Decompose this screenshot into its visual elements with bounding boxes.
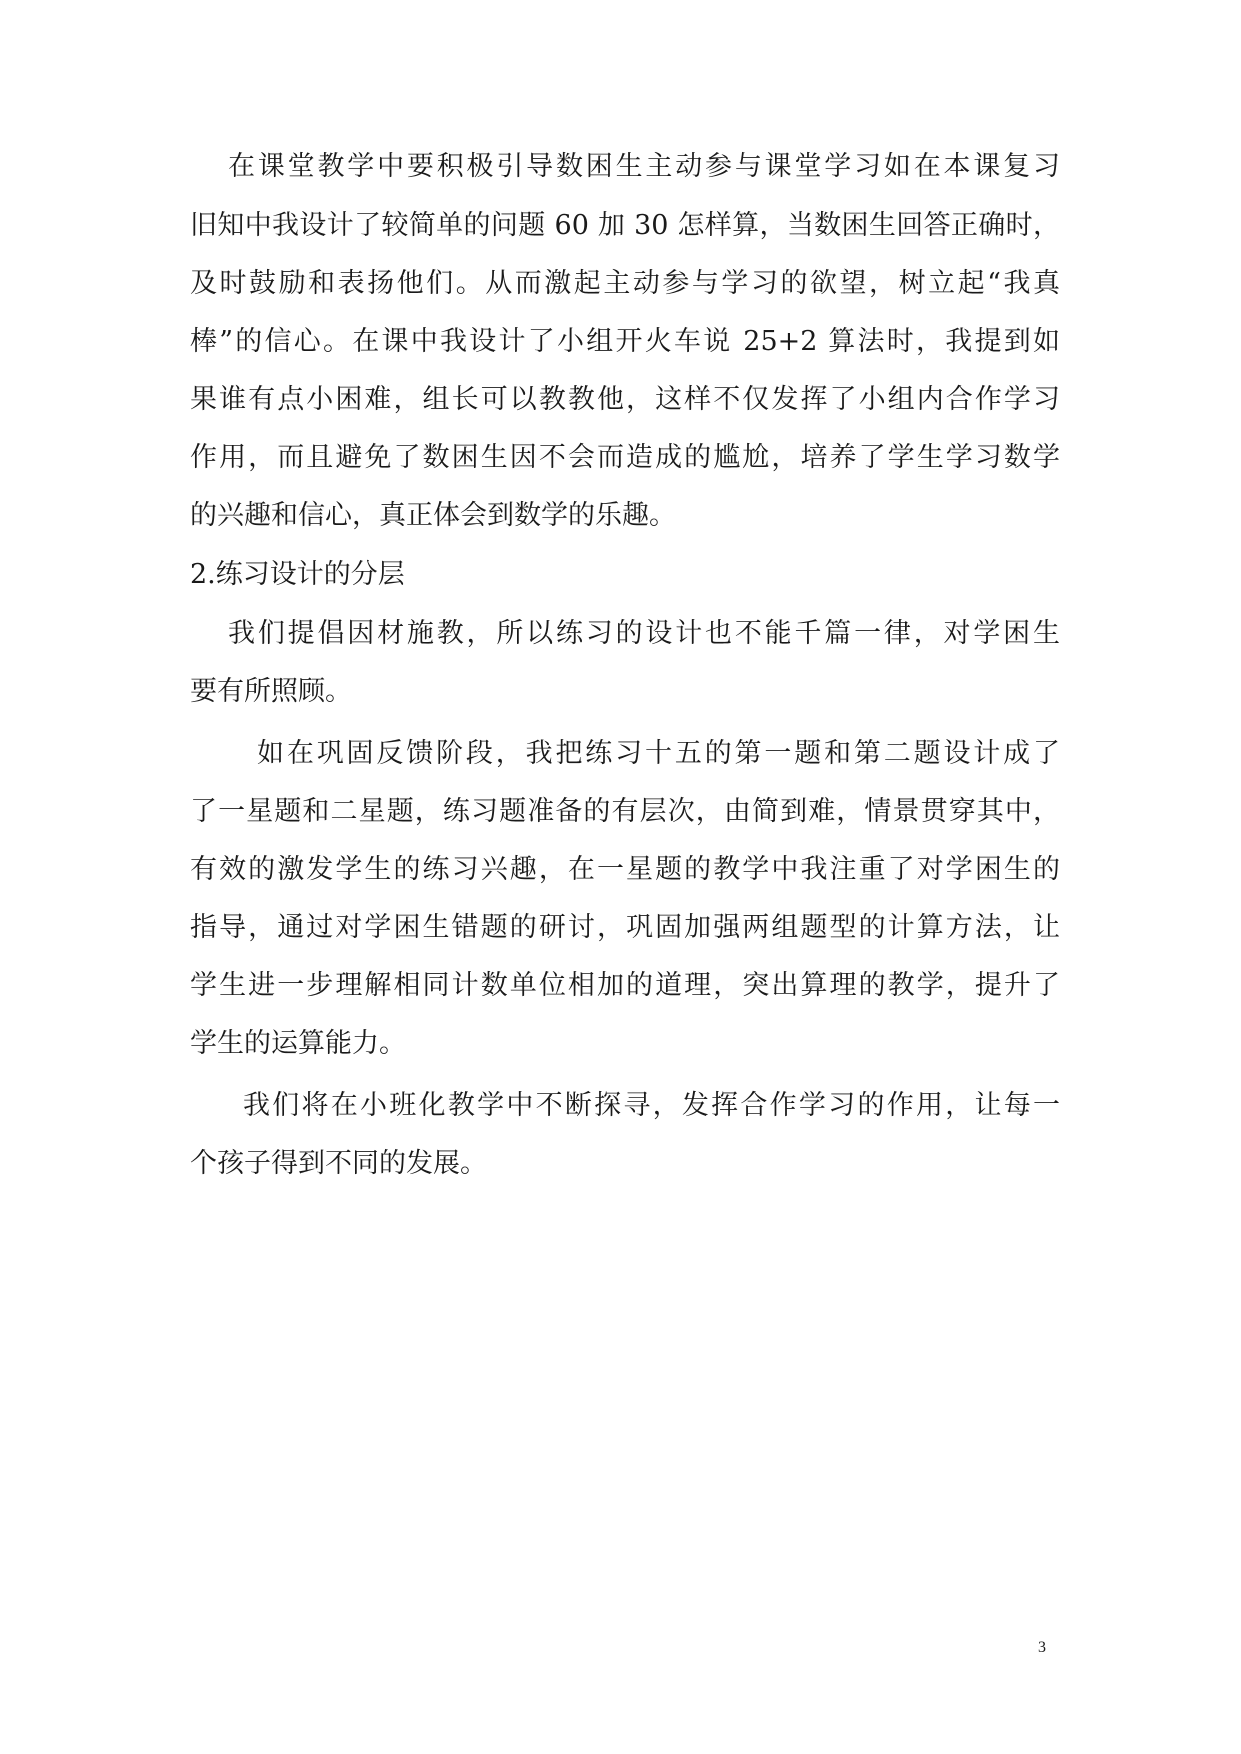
paragraph-line: 在课堂教学中要积极引导数困生主动参与课堂学习如在本课复习 bbox=[228, 151, 1060, 182]
paragraph-line: 个孩子得到不同的发展。 bbox=[190, 1148, 487, 1179]
paragraph-line: 我们将在小班化教学中不断探寻，发挥合作学习的作用，让每一 bbox=[243, 1090, 1060, 1121]
paragraph-line: 果谁有点小困难，组长可以教教他，这样不仅发挥了小组内合作学习 bbox=[190, 384, 1060, 415]
section-heading: 2.练习设计的分层 bbox=[190, 559, 405, 590]
paragraph-line: 作用，而且避免了数困生因不会而造成的尴尬，培养了学生学习数学 bbox=[190, 442, 1060, 473]
paragraph-line: 的兴趣和信心，真正体会到数学的乐趣。 bbox=[190, 500, 676, 531]
paragraph-line: 了一星题和二星题，练习题准备的有层次，由简到难，情景贯穿其中， bbox=[190, 796, 1060, 827]
paragraph-line: 指导，通过对学困生错题的研讨，巩固加强两组题型的计算方法，让 bbox=[190, 912, 1060, 943]
paragraph-line: 学生的运算能力。 bbox=[190, 1028, 406, 1059]
paragraph-line: 及时鼓励和表扬他们。从而激起主动参与学习的欲望，树立起“我真 bbox=[190, 268, 1060, 299]
paragraph-line: 棒”的信心。在课中我设计了小组开火车说 25+2 算法时，我提到如 bbox=[190, 326, 1060, 357]
paragraph-line: 如在巩固反馈阶段，我把练习十五的第一题和第二题设计成了 bbox=[257, 738, 1060, 769]
paragraph-line: 有效的激发学生的练习兴趣，在一星题的教学中我注重了对学困生的 bbox=[190, 854, 1060, 885]
paragraph-line: 学生进一步理解相同计数单位相加的道理，突出算理的教学，提升了 bbox=[190, 970, 1060, 1001]
paragraph-line: 旧知中我设计了较简单的问题 60 加 30 怎样算，当数困生回答正确时， bbox=[190, 210, 1060, 241]
paragraph-line: 要有所照顾。 bbox=[190, 676, 352, 707]
page-number: 3 bbox=[1038, 1639, 1046, 1656]
paragraph-line: 我们提倡因材施教，所以练习的设计也不能千篇一律，对学困生 bbox=[228, 618, 1060, 649]
